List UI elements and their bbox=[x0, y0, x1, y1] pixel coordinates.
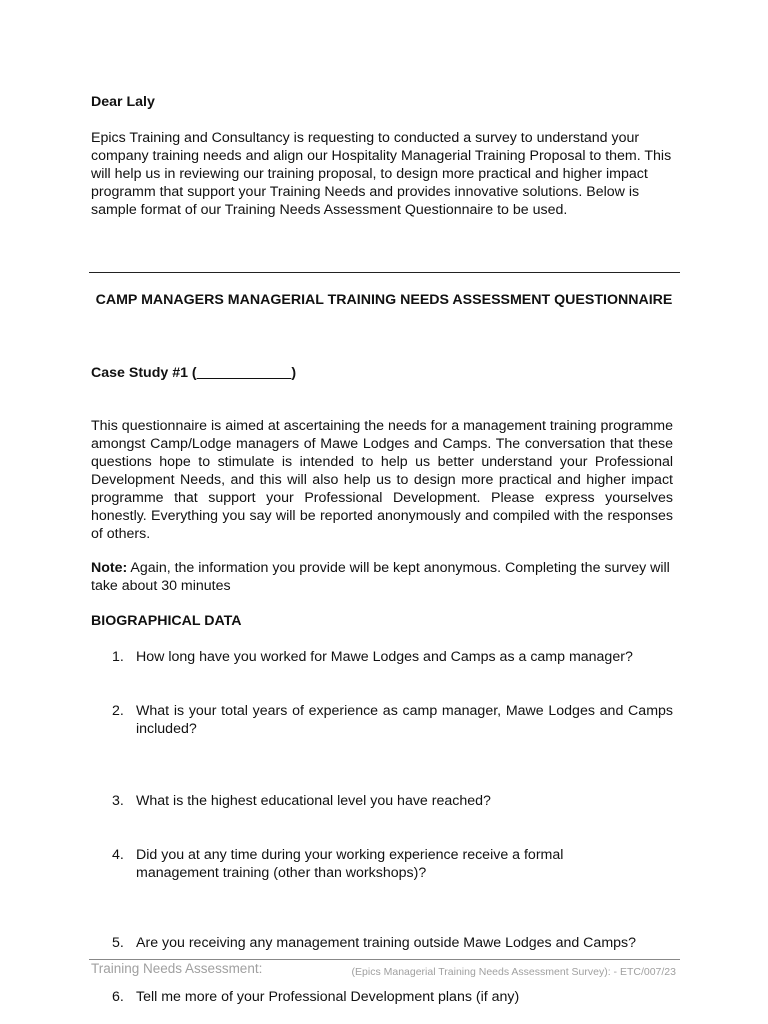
question-number: 1. bbox=[112, 649, 124, 665]
divider bbox=[89, 272, 680, 273]
question-text: Tell me more of your Professional Development plans (if any) bbox=[136, 989, 520, 1005]
question-item bbox=[91, 792, 673, 810]
question-number: 3. bbox=[112, 793, 124, 809]
question-number: 6. bbox=[112, 989, 124, 1005]
case-study-line bbox=[91, 364, 673, 382]
question-item bbox=[91, 648, 673, 666]
greeting: Dear Laly bbox=[91, 94, 155, 110]
note-label: Note: bbox=[91, 560, 128, 576]
question-text: Are you receiving any management training outside Mawe Lodges and Camps? bbox=[136, 935, 637, 951]
document-title: CAMP MANAGERS MANAGERIAL TRAINING NEEDS ASSESSMENT QUESTIONNAIRE bbox=[95, 292, 673, 308]
question-item bbox=[91, 846, 602, 882]
question-item bbox=[91, 934, 673, 952]
intro-paragraph: Epics Training and Consultancy is requesting to conducted a survey to understand your company training needs and align our Hospitality Managerial Training Proposal to them. This will help us in reviewing our training proposal, to design more practical and higher impact programm that support your Training Needs and provides innovative solutions. Below is sample format of our Training Needs Assessment Questionnaire to be used. bbox=[91, 130, 672, 218]
question-text: Did you at any time during your working experience receive a formal management training (other than workshops)? bbox=[136, 847, 564, 881]
note-text: Again, the information you provide will be kept anonymous. Completing the survey will take about 30 minutes bbox=[91, 560, 670, 594]
question-number: 2. bbox=[112, 703, 124, 719]
biographical-heading: BIOGRAPHICAL DATA bbox=[91, 613, 242, 629]
case-study-blank: ____________ bbox=[196, 365, 292, 381]
footer-left-text: Training Needs Assessment: bbox=[91, 961, 263, 976]
question-number: 4. bbox=[112, 847, 124, 863]
footer-right-text: (Epics Managerial Training Needs Assessment Survey): - ETC/007/23 bbox=[351, 966, 676, 978]
question-number: 5. bbox=[112, 935, 124, 951]
note-paragraph bbox=[91, 559, 673, 595]
case-study-label: Case Study #1 ( bbox=[91, 365, 197, 381]
question-item bbox=[91, 702, 673, 738]
question-text: How long have you worked for Mawe Lodges and Camps as a camp manager? bbox=[136, 649, 633, 665]
description-paragraph: This questionnaire is aimed at ascertaining the needs for a management training programme amongst Camp/Lodge managers of Mawe Lodges and Camps. The conversation that these questions hope to stimulate is intended to help us better understand your Professional Development Needs, and this will also help us to design more practical and higher impact programme that support your Professional Development. Please express yourselves honestly. Everything you say will be reported anonymously and compiled with the responses of others. bbox=[91, 418, 673, 542]
question-text: What is the highest educational level you have reached? bbox=[136, 793, 491, 809]
case-study-close: ) bbox=[291, 365, 297, 381]
question-item bbox=[91, 988, 673, 1006]
question-text: What is your total years of experience as camp manager, Mawe Lodges and Camps included? bbox=[136, 703, 673, 737]
